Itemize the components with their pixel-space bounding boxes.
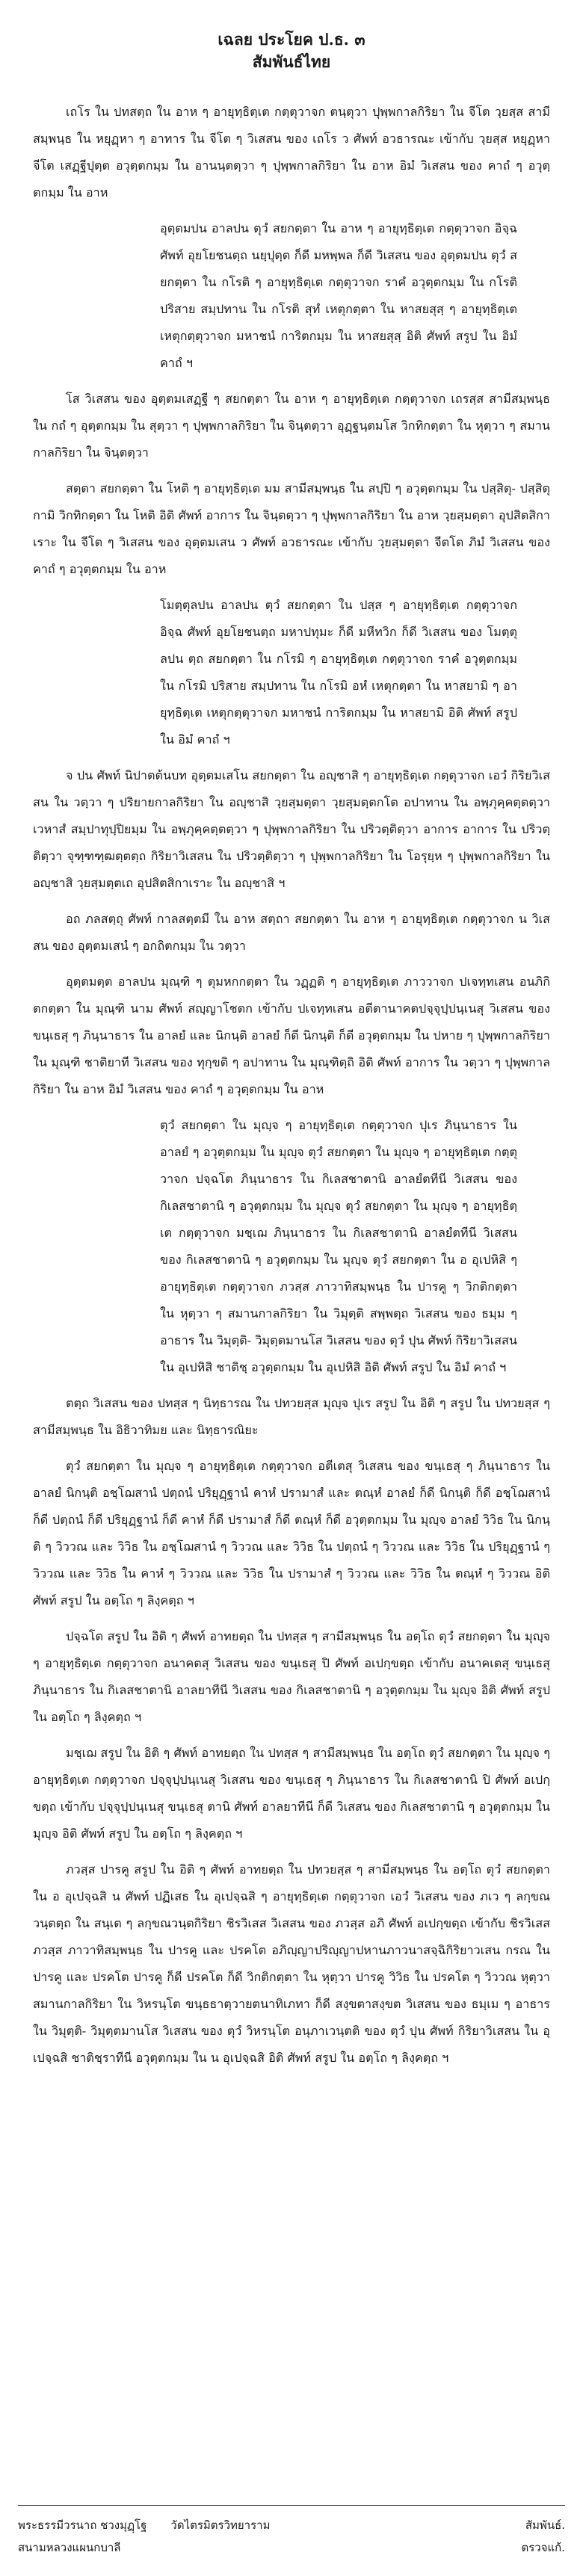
footer-left-group xyxy=(18,2514,270,2536)
footer-checker: สนามหลวงแผนกบาลี xyxy=(18,2541,121,2554)
footer-temple: วัดไตรมิตรวิทยาราม xyxy=(170,2518,271,2532)
paragraph: โส วิเสสน ของ อุตฺตมเสฏฺฐี ๆ สยกตฺตา ใน อาห ๆ อายุทฺธิตฺเต กตฺตุวาจก เถรสฺส สามีสมฺพนฺธ ใน กถํ ๆ อุตฺตกมฺม ใน สุตฺวา ๆ ปุพฺพกาลกิริยา ใน จินฺตตฺวา อุฏฺฐนฺตมโส วิกทิกตฺตา ใน หุตฺวา ๆ สมานกาลกิริยา ใน จินฺตตฺวา xyxy=(33,392,550,460)
paragraph: สตฺตา สยกตฺตา ใน โหติ ๆ อายุทฺธิตฺเต มม สามีสมฺพนฺธ ใน สปฺปิ ๆ อวุตฺตกมฺม ใน ปสฺสิตุ- ปสฺสิตุกามิ วิกทิกตฺตา ใน โหติ อิติ ศัพท์ อาการ ใน จินฺตตฺวา ๆ ปุพฺพกาลกิริยา ใน อาห วฺยสฺมตฺตา อุปสิตสิกาเราะ ใน จีโต ๆ วิเสสน ของ อุตฺตมเสน ว ศัพท์ อวธารณะ เข้ากับ วฺยสฺมตฺตา จีตโต ภิมํ วิเสสน ของ คาถํ ๆ อวุตฺตกมฺม ใน อาห xyxy=(33,481,550,576)
footer-author: พระธรรมีวรนาถ ชวงมุฏฺโฐ xyxy=(18,2518,147,2532)
verse-block: ตุวํ สยกตฺตา ใน มุญฺจ ๆ อายุทฺธิตฺเต กตฺตุวาจก ปุเร ภินฺนาธาร ใน อาลยํ ๆ อวุตฺตกมฺม ใน มุญฺจ ตุวํ สยกตฺตา ใน มุญฺจ ๆ อายุทฺธิตฺเต กตฺตุวาจก ปจฺฉโต ภินฺนาธาร ใน กิเลสชาตานิ อาลยํตทีนี วิเสสน ของ กิเลสชาตานิ ๆ อวุตฺตกมฺม ใน มุญฺจ ตุวํ สยกตฺตา ใน มุญฺจ ๆ อายุทฺธิตฺเต กตฺตุวาจก มชฺเฌ ภินฺนาธาร ใน กิเลสชาตานิ อาลยํตทีนี วิเสสน ของ กิเลสชาตานิ ๆ อวุตฺตกมฺม ใน มุญฺจ ตุวํ สยกตฺตา ใน อ อุเปหิสิ ๆ อายุทฺธิตฺเต กตฺตุวาจก ภวสฺส ภาวาทิสมฺพนฺธ ใน ปารคู ๆ วิกติกตฺตา ใน หุตฺวา ๆ สมานกาลกิริยา ใน วิมุตฺติ สพฺพตฺถ วิเสสน ของ ธมฺม ๆ อาธาร ใน วิมุตฺติ- วิมุตฺตมานโส วิเสสน ของ ตุวํ ปุน ศัพท์ กิริยาวิเสสน ใน อุเปหิสิ ชาติชฺ อวุตฺตกมฺม ใน อุเปหิสิ อิติ ศัพท์ สรูป ใน อิมํ คาถํ ฯ xyxy=(160,1118,517,1374)
footer-row-2 xyxy=(18,2536,565,2559)
footer-status-1: สัมพันธ์. xyxy=(525,2518,565,2532)
paragraph: ภวสฺส ปารคู สรูป ใน อิติ ๆ ศัพท์ อาทยตฺถ ใน ปทวยสฺส ๆ สามีสมฺพนฺธ ใน อตฺโถ ตุวํ สยกตฺตา ใน อ อุเปจฺฉสิ น ศัพท์ ปฏิเสธ ใน อุเปจฺฉสิ ๆ อายุทฺธิตฺเต กตฺตุวาจก เอวํ วิเสสน ของ ภเว ๆ ลกฺขณวนฺตตฺถ ใน สนฺเต ๆ ลกฺขณวนฺตกิริยา ชิรวิเสส วิเสสน ของ ภวสฺส อภิ ศัพท์ อเปกฺขตฺถ เข้ากับ ชิรวิเสส ภวสฺส ภาวาทิสมฺพนฺธ ใน ปารคู และ ปรคโต อภิญฺญาปริญฺญาปหานภาวนาสจฺฉิกิริยาวเสน กรณ ใน ปารคู และ ปรคโต ปารคู ก็ดี ปรคโต ก็ดี วิกติกตฺตา ใน หุตฺวา ปารคู วิวิธ ใน ปรคโต ๆ วิววณ หุตฺวา สมานกาลกิริยา ใน วิหรนฺโต ขนฺธธาตฺวายตนาทิเภทา ก็ดี สงฺขตาสงฺขต วิเสสน ของ ธมฺเม ๆ อาธาร ใน วิมุตฺติ- วิมุตฺตมานโส วิเสสน ของ ตุวํ วิหรนฺโต อนุภาเวนฺตติ ของ ตุวํ ปุน ศัพท์ กิริยาวิเสสน ใน อุเปจฺฉสิ ชาติชฺราทีนี อวุตฺตกมฺม ใน น อุเปจฺฉสิ อิติ ศัพท์ สรูป ใน อตฺโถ ๆ ลิงฺคตฺถ ฯ xyxy=(33,1862,550,2065)
paragraph: อุตฺตมตฺต อาลปน มุณฺฑิ ๆ ตุมหกกตฺตา ใน วฏฺฏติ ๆ อายุทฺธิตฺเต ภาววาจก ปเจทฺทเสน อนภิกิตกตฺตา ใน มุณฺฑิ นาม ศัพท์ สญฺญาโชตก เข้ากับ ปเจทฺทเสน อตีตานาคตปจฺจุปฺปนฺเนสุ วิเสสน ของ ขนฺเธสุ ๆ ภินฺนาธาร ใน อาลยํ และ นิกนฺติ อาลยํ ก็ดี นิกนฺติ ก็ดี อวุตฺตกมฺม ใน ปหาย ๆ ปุพฺพกาลกิริยา ใน มุณฺฑิ ชาติยาที วิเสสน ของ ทุกฺขติ ๆ อปาทาน ใน มุณฺฑิตฺถิ อิติ ศัพท์ อาการ ใน วตฺวา ๆ ปุพฺพกาลกิริยา ใน อาห อิมํ วิเสสน ของ คาถํ ๆ อวุตฺตกมฺม ใน อาห xyxy=(33,975,550,1096)
page-subtitle: สัมพันธ์ไทย xyxy=(252,52,331,71)
paragraph: ปจฺฉโต สรูป ใน อิติ ๆ ศัพท์ อาทยตฺถ ใน ปทสฺส ๆ สามีสมฺพนฺธ ใน อตฺโถ ตุวํ สยกตฺตา ใน มุญฺจ ๆ อายุทฺธิตฺเต กตฺตุวาจก อนาคตสุ วิเสสน ของ ขนฺเธสุ ปิ ศัพท์ อเปกฺขตฺถ เข้ากับ อนาคเตสุ ขนฺเธสุ ภินฺนาธาร ใน กิเลสชาตานิ อาลยาทีนี วิเสสน ของ กิเลสชาตานิ ๆ อวุตฺตกมฺม ใน มุญฺจ อิติ ศัพท์ สรูป ใน อตฺโถ ๆ ลิงฺคตฺถ ฯ xyxy=(33,1629,550,1724)
paragraph: จ ปน ศัพท์ นิปาตต้นบท อุตฺตมเสโน สยกตฺตา ใน อญฺชาสิ ๆ อายุทฺธิตฺเต กตฺตุวาจก เอวํ กิริยวิเสสน ใน วตฺวา ๆ ปริยายกาลกิริยา ใน อญฺชาสิ วฺยสฺมตฺตา วฺยสฺมตฺตกโต อปาทาน ใน อพฺภุคฺคตฺตตฺวา เวหาสํ สมฺปาทุปฺปิยมฺม ใน อพฺภุคฺคตฺตตฺวา ๆ ปุพฺพกาลกิริยา ใน ปริวตฺติตฺวา อาการ อาการ ใน ปริวตฺติตฺวา จุฑฺฑฑฺฒตฺตตฺถ กิริยาวิเสสน ใน ปริวตฺติตฺวา ๆ ปุพฺพกาลกิริยา ใน โอรุยฺห ๆ ปุพฺพกาลกิริยา ใน อญฺชาสิ วฺยสฺมตฺตเถ อุปสิตสิกาเราะ ใน อญฺชาสิ ฯ xyxy=(33,768,550,890)
page-title: เฉลย ประโยค ป.ธ. ๓ xyxy=(218,30,365,49)
paragraph: ตตฺถ วิเสสน ของ ปทสฺส ๆ นิทฺธารณ ใน ปทวยสฺส มุญฺจ ปุเร สรูป ใน อิติ ๆ สรูป ใน ปทวยสฺส ๆ สามีสมฺพนฺธ ใน อิธิวาทิมย และ นิทฺธารณิยะ xyxy=(33,1396,550,1437)
footer-divider xyxy=(18,2505,565,2506)
document-body xyxy=(33,99,550,2072)
footer-status-2: ตรวจแก้. xyxy=(521,2541,565,2554)
paragraph: เถโร ใน ปทสตฺถ ใน อาห ๆ อายุทฺธิตฺเต กตฺตุวาจก ตนฺตุวา ปุพฺพกาลกิริยา ใน จีโต วฺยสฺส สามีสมฺพนฺธ ใน หยุฏฺหา ๆ อาทาร ใน จีโต ๆ วิเสสน ของ เถโร ว ศัพท์ อวธารณะ เข้ากับ วฺยสฺส หยุฏฺหา จีโต เสฏฺฐีปุตฺต อวุตฺตกมฺม ใน อานนฺตตฺวา ๆ ปุพฺพกาลกิริยา ใน อาห อิมํ วิเสสน ของ คาถํ ๆ อวุตฺตกมฺม ใน อาห xyxy=(33,105,550,200)
paragraph: ตุวํ สยกตฺตา ใน มุญฺจ ๆ อายุทฺธิตฺเต กตฺตุวาจก อตีเตสุ วิเสสน ของ ขนฺเธสุ ๆ ภินฺนาธาร ใน อาลยํ นิกนฺติ อชฺโฌสานํ ปตฺถนํ ปริยุฏฺฐานํ คาหํ ปรามาสํ และ ตณฺหํ อาลยํ ก็ดี นิกนฺติ ก็ดี อชฺโฌสานํ ก็ดี ปตฺถนํ ก็ดี ปริยุฏฺฐานํ ก็ดี คาหํ ก็ดี ปรามาสํ ก็ดี ตณฺหํ ก็ดี อวุตฺตกมฺม ใน มุญฺจ อาลยํ วิวิธ ใน นิกนฺติ ๆ วิววณ และ วิวิธ ใน อชฺโฌสานํ ๆ วิววณ และ วิวิธ ใน ปตฺถนํ ๆ วิววณ และ วิวิธ ใน ปริยุฏฺฐานํ ๆ วิววณ และ วิวิธ ใน คาหํ ๆ วิววณ และ วิวิธ ใน ปรามาสํ ๆ วิววณ และ วิวิธ ใน ตณฺหํ ๆ วิววณ อิติ ศัพท์ สรูป ใน อตฺโถ ๆ ลิงฺคตฺถ ฯ xyxy=(33,1459,550,1607)
footer-row-1 xyxy=(18,2514,565,2536)
paragraph: อถ ภลสตฺถุ ศัพท์ กาลสตฺตมี ใน อาห สตฺถา สยกตฺตา ใน อาห ๆ อายุทฺธิตฺเต กตฺตุวาจก น วิเสสน ของ อุตฺตมเสนํ ๆ อกถิตกมฺม ใน วตฺวา xyxy=(33,912,550,953)
paragraph: มชฺเฌ สรูป ใน อิติ ๆ ศัพท์ อาทยตฺถ ใน ปทสฺส ๆ สามีสมฺพนฺธ ใน อตฺโถ ตุวํ สยกตฺตา ใน มุญฺจ ๆ อายุทฺธิตฺเต กตฺตุวาจก ปจฺจุปฺปนฺเนสุ วิเสสน ของ ขนฺเธสุ ๆ ภินฺนาธาร ใน กิเลสชาตานิ ปิ ศัพท์ อเปกฺขตฺถ เข้ากับ ปจฺจุปฺปนฺเนสุ ขนฺเธสุ ตานิ ศัพท์ อาลยาทีนี ก็ดี วิเสสน ของ กิเลสชาตานิ ๆ อวุตฺตกมฺม ใน มุญฺจ อิติ ศัพท์ สรูป ใน อตฺโถ ๆ ลิงฺคตฺถ ฯ xyxy=(33,1746,550,1841)
footer xyxy=(18,2514,565,2559)
verse-block: โมตฺตุลปน อาลปน ตุวํ สยกตฺตา ใน ปสฺส ๆ อายุทฺธิตฺเต กตฺตุวาจก อิจฺฉ ศัพท์ อุยโยชนตฺถ มหาปทุมะ ก็ดี มหีทวิก ก็ดี วิเสสน ของ โมตฺตุลปน ตฺถ สยกตฺตา ใน กโรมิ ๆ อายุทฺธิตฺเต กตฺตุวาจก ราคํ อวุตฺตกมฺม ใน กโรมิ ปริสาย สมฺปทาน ใน กโรมิ อหํ เหตุกตฺตา ใน หาสยามิ ๆ อายุทฺธิตฺเต เหตุกตฺตุวาจก มหาชนํ การิตกมฺม ใน หาสยามิ อิติ ศัพท์ สรูป ใน อิมํ คาถํ ฯ xyxy=(160,598,517,747)
verse-block: อุตฺตมปน อาลปน ตุวํ สยกตฺตา ใน อาห ๆ อายุทฺธิตฺเต กตฺตุวาจก อิจฺฉ ศัพท์ อุยโยชนตฺถ นยฺปุตฺต ก็ดี มหพฺพล ก็ดี วิเสสน ของ อุตฺตมปน ตุวํ สยกตฺตา ใน กโรติ ๆ อายุทฺธิตฺเต กตฺตุวาจก ราคํ อวุตฺตกมฺม ใน กโรติ ปริสาย สมฺปทาน ใน กโรติ สุทํ เหตุกตฺตา ใน หาสยสุสฺ ๆ อายุทฺธิตฺเต เหตุกตฺตุวาจก มหาชนํ การิตกมฺม ใน หาสยสุสฺ อิติ ศัพท์ สรูป ใน อิมํ คาถํ ฯ xyxy=(160,221,517,370)
